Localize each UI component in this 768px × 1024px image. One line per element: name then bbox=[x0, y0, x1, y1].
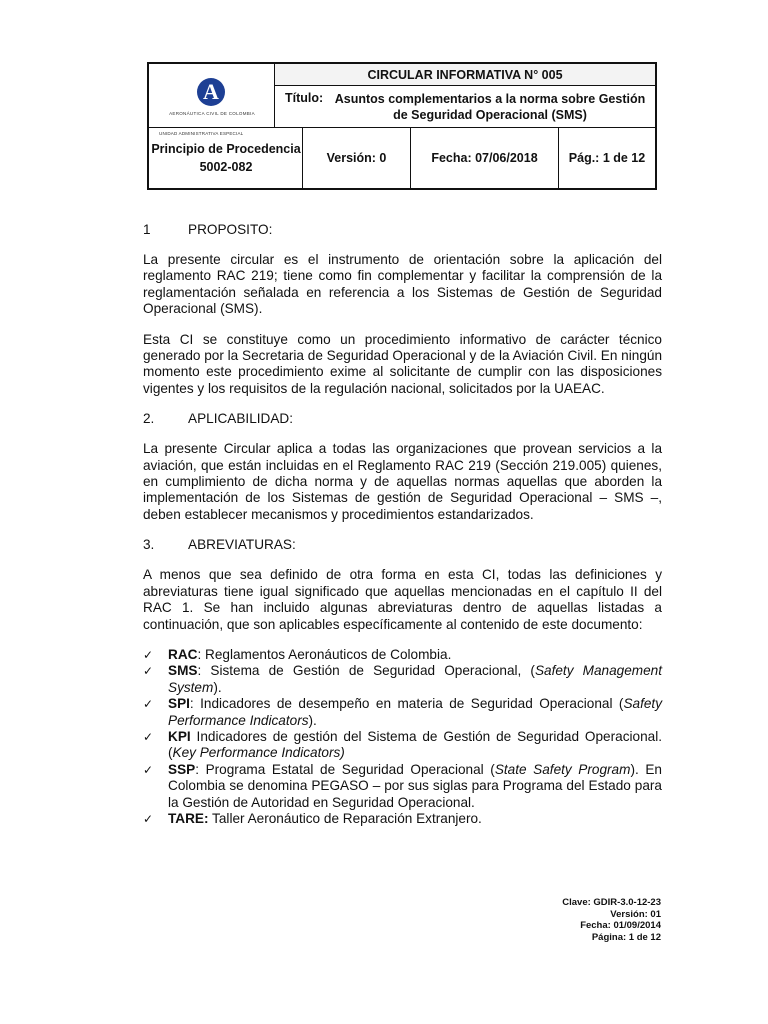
checkmark-icon: ✓ bbox=[143, 647, 154, 662]
abbr-term: SSP bbox=[168, 761, 196, 777]
checkmark-icon: ✓ bbox=[143, 762, 154, 777]
list-item bbox=[143, 762, 662, 811]
checkmark-icon: ✓ bbox=[143, 664, 154, 679]
footer-version: Versión: 01 bbox=[610, 908, 661, 920]
list-item bbox=[143, 811, 662, 827]
abbr-tail: ). bbox=[308, 712, 317, 728]
org-name: AERONÁUTICA CIVIL DE COLOMBIA bbox=[169, 111, 255, 116]
abbr-term: RAC bbox=[168, 646, 198, 662]
paragraph: Esta CI se constituye como un procedimiento informativo de carácter técnico generado por la Secretaria de Seguridad Operacional y de la Aviación Civil. En ningún momento este procedimiento exime al solicitante de cumplir con las disposiciones vigentes y los requisitos de la regulación nacional, solicitados por la UAEAC. bbox=[143, 331, 662, 396]
checkmark-icon: ✓ bbox=[143, 811, 154, 826]
procedence-cell bbox=[149, 128, 303, 188]
abbr-english: Safety Management System bbox=[168, 663, 662, 695]
logo-letter: A bbox=[203, 79, 219, 104]
abbr-term: SPI bbox=[168, 696, 190, 712]
aerocivil-logo-icon bbox=[197, 78, 225, 106]
section-title: APLICABILIDAD: bbox=[188, 411, 294, 427]
date-cell: Fecha: 07/06/2018 bbox=[411, 128, 559, 188]
footer-pagina: Página: 1 de 12 bbox=[591, 931, 661, 943]
circular-title: CIRCULAR INFORMATIVA N° 005 bbox=[275, 64, 655, 86]
abbr-english: Key Performance Indicators) bbox=[172, 745, 345, 761]
abbreviation-list bbox=[143, 647, 662, 827]
section-number: 1 bbox=[143, 222, 151, 237]
abbr-term: SMS bbox=[168, 663, 198, 679]
footer-clave: Clave: GDIR-3.0-12-23 bbox=[562, 897, 661, 908]
list-item bbox=[143, 647, 662, 663]
abbr-term: KPI bbox=[168, 728, 191, 744]
section-number: 3. bbox=[143, 537, 155, 553]
abbr-tail: ). bbox=[213, 679, 222, 695]
section-number: 2. bbox=[143, 411, 155, 427]
abbr-text: Indicadores de gestión del Sistema de Gestión de Seguridad Operacional. ( bbox=[168, 728, 662, 761]
subject-label: Título: bbox=[285, 91, 324, 105]
subject-cell bbox=[275, 86, 655, 128]
section-heading-proposito bbox=[143, 222, 662, 238]
checkmark-icon: ✓ bbox=[143, 729, 154, 744]
abbr-text: : Programa Estatal de Seguridad Operacional ( bbox=[195, 761, 495, 777]
checkmark-icon: ✓ bbox=[143, 697, 154, 712]
paragraph: La presente Circular aplica a todas las organizaciones que provean servicios a la aviación, que están incluidas en el Reglamento RAC 219 (Sección 219.005) quienes, en cumplimiento de dicha norma y de aquellas normas aquellas que aborden la implementación de los Sistemas de gestión de Seguridad Operacional – SMS –, deben establecer mecanismos y procedimientos estandarizados. bbox=[143, 441, 662, 522]
paragraph: La presente circular es el instrumento de orientación sobre la aplicación del reglamento RAC 219; tiene como fin complementar y facilitar la comprensión de la reglamentación señalada en referencia a los Sistemas de Gestión de Seguridad Operacional (SMS). bbox=[143, 252, 662, 317]
version-cell: Versión: 0 bbox=[303, 128, 411, 188]
unit-label: UNIDAD ADMINISTRATIVA ESPECIAL bbox=[159, 131, 244, 136]
list-item bbox=[143, 663, 662, 696]
document-header-table bbox=[147, 62, 657, 190]
abbr-text: Taller Aeronáutico de Reparación Extranjero. bbox=[208, 810, 482, 826]
page-cell: Pág.: 1 de 12 bbox=[568, 151, 646, 165]
section-title: PROPOSITO: bbox=[188, 222, 273, 237]
document-body bbox=[143, 222, 662, 827]
abbr-text: : Reglamentos Aeronáuticos de Colombia. bbox=[197, 646, 452, 662]
abbr-english: State Safety Program bbox=[494, 761, 631, 777]
paragraph: A menos que sea definido de otra forma en esta CI, todas las definiciones y abreviaturas tiene igual significado que aquellas mencionadas en el capítulo II del RAC 1. Se han incluido algunas abreviaturas dentro de aquellas listadas a continuación, que son aplicables específicamente al contenido de este documento: bbox=[143, 567, 662, 632]
logo-cell bbox=[149, 64, 275, 128]
list-item bbox=[143, 729, 662, 762]
section-title: ABREVIATURAS: bbox=[188, 537, 296, 553]
footer-fecha: Fecha: 01/09/2014 bbox=[580, 920, 661, 931]
section-heading-aplicabilidad bbox=[143, 411, 662, 427]
abbr-tail: ). En Colombia se denomina PEGASO – por sus siglas para Programa del Estado para la Gestión de Autoridad en Seguridad Operacional. bbox=[168, 761, 662, 810]
section-heading-abreviaturas bbox=[143, 537, 662, 553]
subject-text: Asuntos complementarios a la norma sobre Gestión de Seguridad Operacional (SMS) bbox=[334, 92, 646, 122]
abbr-text: : Sistema de Gestión de Seguridad Operacional, ( bbox=[197, 663, 535, 679]
list-item bbox=[143, 696, 662, 729]
document-footer bbox=[562, 897, 661, 943]
abbr-text: : Indicadores de desempeño en materia de Seguridad Operacional ( bbox=[189, 696, 624, 712]
abbr-english: Safety Performance Indicators bbox=[168, 696, 662, 728]
abbr-term: TARE: bbox=[168, 810, 209, 826]
procedence-text: Principio de Procedencia 5002-082 bbox=[151, 142, 301, 174]
